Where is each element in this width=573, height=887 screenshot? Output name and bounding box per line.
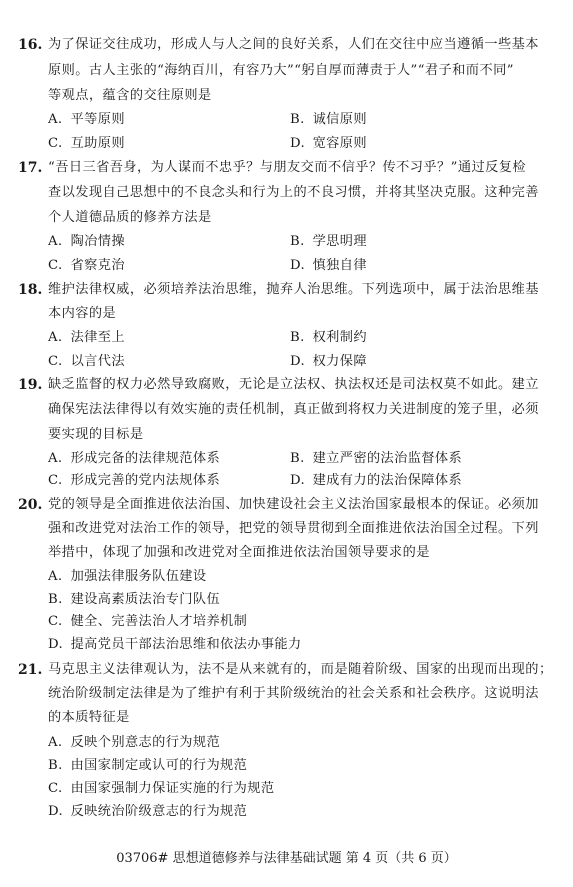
option-a xyxy=(48,566,206,588)
option-text: 陶冶情操 xyxy=(70,234,125,249)
question-number: 17. xyxy=(18,160,43,176)
option-letter: B. xyxy=(290,112,305,127)
option-b xyxy=(290,448,462,470)
question-stem-line: “吾日三省吾身，为人谋而不忠乎？与朋友交而不信乎？传不习乎？”通过反复检 xyxy=(48,160,527,175)
option-text: 诚信原则 xyxy=(312,112,367,127)
option-c xyxy=(48,470,220,492)
option-d xyxy=(290,133,367,155)
option-text: 权利制约 xyxy=(312,330,367,345)
option-letter: B. xyxy=(290,234,305,249)
option-d xyxy=(48,634,302,656)
question-stem-line: 为了保证交往成功，形成人与人之间的良好关系，人们在交往中应当遵循一些基本 xyxy=(48,37,539,52)
option-d xyxy=(290,470,462,492)
option-letter: D. xyxy=(48,637,64,652)
question-number: 20. xyxy=(18,497,43,513)
option-letter: A. xyxy=(48,330,63,345)
option-letter: B. xyxy=(48,758,63,773)
question-stem-line: 查以发现自己思想中的不良念头和行为上的不良习惯，并将其坚决克服。这种完善 xyxy=(48,185,539,200)
option-d xyxy=(48,801,247,823)
option-text: 反映个别意志的行为规范 xyxy=(70,735,221,750)
option-text: 建立严密的法治监督体系 xyxy=(312,451,463,466)
option-c xyxy=(48,778,274,800)
question-number: 16. xyxy=(18,37,43,53)
question-stem-line: 确保宪法法律得以有效实施的责任机制，真正做到将权力关进制度的笼子里，必须 xyxy=(48,402,539,417)
option-a xyxy=(48,109,125,131)
option-text: 慎独自律 xyxy=(312,258,367,273)
option-text: 形成完善的党内法规体系 xyxy=(70,473,221,488)
option-text: 以言代法 xyxy=(70,354,125,369)
option-b xyxy=(48,589,220,611)
question-stem-line: 等观点，蕴含的交往原则是 xyxy=(48,88,212,103)
option-letter: A. xyxy=(48,112,63,127)
option-letter: D. xyxy=(290,136,306,151)
option-letter: B. xyxy=(290,330,305,345)
option-letter: A. xyxy=(48,735,63,750)
option-text: 提高党员干部法治思维和依法办事能力 xyxy=(70,637,302,652)
option-text: 建成有力的法治保障体系 xyxy=(312,473,463,488)
question-number: 19. xyxy=(18,377,43,393)
question-stem-line: 党的领导是全面推进依法治国、加快建设社会主义法治国家最根本的保证。必须加 xyxy=(48,497,539,512)
question-stem-line: 缺乏监督的权力必然导致腐败，无论是立法权、执法权还是司法权莫不如此。建立 xyxy=(48,377,539,392)
option-text: 反映统治阶级意志的行为规范 xyxy=(70,804,248,819)
option-text: 平等原则 xyxy=(70,112,125,127)
option-b xyxy=(290,109,367,131)
question-stem-line: 本内容的是 xyxy=(48,306,117,321)
option-letter: C. xyxy=(48,781,63,796)
option-text: 由国家制定或认可的行为规范 xyxy=(70,758,248,773)
question-stem-line: 的本质特征是 xyxy=(48,710,130,725)
option-letter: D. xyxy=(48,804,64,819)
option-a xyxy=(48,231,125,253)
question-stem-line: 要实现的目标是 xyxy=(48,427,144,442)
option-letter: A. xyxy=(48,451,63,466)
option-letter: B. xyxy=(48,592,63,607)
option-text: 权力保障 xyxy=(312,354,367,369)
option-a xyxy=(48,327,125,349)
option-text: 学思明理 xyxy=(312,234,367,249)
question-stem-line: 原则。古人主张的“海纳百川，有容乃大”“躬自厚而薄责于人”“君子和而不同” xyxy=(48,63,514,78)
option-d xyxy=(290,255,367,277)
option-letter: C. xyxy=(48,136,63,151)
option-text: 由国家强制力保证实施的行为规范 xyxy=(70,781,275,796)
option-text: 形成完备的法律规范体系 xyxy=(70,451,221,466)
option-text: 加强法律服务队伍建设 xyxy=(70,569,207,584)
option-a xyxy=(48,448,220,470)
option-d xyxy=(290,351,367,373)
option-c xyxy=(48,611,247,633)
question-stem-line: 举措中，体现了加强和改进党对全面推进依法治国领导要求的是 xyxy=(48,545,430,560)
question-stem-line: 维护法律权威，必须培养法治思维，抛弃人治思维。下列选项中，属于法治思维基 xyxy=(48,282,539,297)
option-letter: D. xyxy=(290,258,306,273)
question-stem-line: 个人道德品质的修养方法是 xyxy=(48,210,212,225)
option-letter: C. xyxy=(48,614,63,629)
question-number: 21. xyxy=(18,662,43,678)
option-letter: A. xyxy=(48,569,63,584)
option-c xyxy=(48,351,125,373)
option-text: 互助原则 xyxy=(70,136,125,151)
option-letter: D. xyxy=(290,354,306,369)
option-text: 宽容原则 xyxy=(312,136,367,151)
option-c xyxy=(48,133,125,155)
option-letter: D. xyxy=(290,473,306,488)
option-b xyxy=(290,231,367,253)
question-number: 18. xyxy=(18,282,43,298)
option-c xyxy=(48,255,125,277)
page-footer: 03706# 思想道德修养与法律基础试题 第 4 页（共 6 页） xyxy=(116,851,457,866)
option-letter: C. xyxy=(48,473,63,488)
option-letter: B. xyxy=(290,451,305,466)
option-text: 法律至上 xyxy=(70,330,125,345)
option-b xyxy=(48,755,247,777)
option-text: 建设高素质法治专门队伍 xyxy=(70,592,221,607)
option-a xyxy=(48,732,220,754)
question-stem-line: 强和改进党对法治工作的领导，把党的领导贯彻到全面推进依法治国全过程。下列 xyxy=(48,521,539,536)
option-b xyxy=(290,327,367,349)
option-letter: C. xyxy=(48,354,63,369)
question-stem-line: 马克思主义法律观认为，法不是从来就有的，而是随着阶级、国家的出现而出现的； xyxy=(48,662,553,677)
option-letter: A. xyxy=(48,234,63,249)
option-text: 省察克治 xyxy=(70,258,125,273)
option-text: 健全、完善法治人才培养机制 xyxy=(70,614,248,629)
option-letter: C. xyxy=(48,258,63,273)
question-stem-line: 统治阶级制定法律是为了维护有利于其阶级统治的社会关系和社会秩序。这说明法 xyxy=(48,686,539,701)
